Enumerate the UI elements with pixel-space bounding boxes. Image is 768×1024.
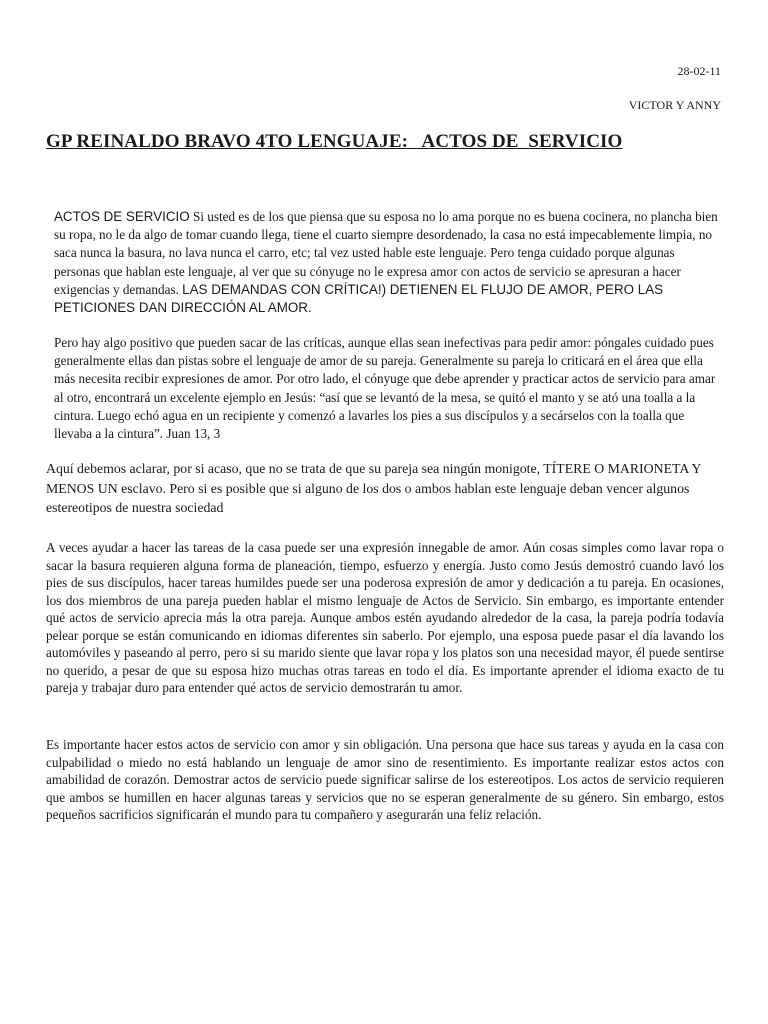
paragraph-lead: ACTOS DE SERVICIO: [54, 209, 190, 224]
paragraph-aclaracion: Aquí debemos aclarar, por si acaso, que no se trata de que su pareja sea ningún monigote, TÍTERE O MARIONETA Y MENOS UN esclavo. Pero si es posible que si alguno de los dos o ambos hablan este lenguaje deban vencer algunos estereotipos de nuestra sociedad: [46, 461, 701, 515]
paragraph-body: Si usted es de los que piensa que su esposa no lo ama porque no es buena cocinera, no plancha bien su ropa, no le da algo de tomar cuando llega, tiene el cuarto siempre desordenado, la casa no está impecablemente limpia, no saca nunca la basura, no lava nunca el carro, etc; tal vez usted hable este lenguaje. Pero tenga cuidado porque algunas personas que hablan este lenguaje, al ver que su cónyuge no le expresa amor con actos de servicio se apresuran a hacer exigencias y demandas.: [54, 209, 718, 297]
paragraph-actos-de-servicio: [54, 208, 722, 317]
paragraph-emphasis: LAS DEMANDAS CON CRÍTICA!) DETIENEN EL FLUJO DE AMOR, PERO LAS PETICIONES DAN DIRECCIÓN AL AMOR.: [54, 281, 664, 316]
paragraph-criticas: Pero hay algo positivo que pueden sacar de las críticas, aunque ellas sean inefectivas para pedir amor: póngales cuidado pues generalmente ellas dan pistas sobre el lenguaje de amor de su pareja. Generalmente su pareja lo criticará en el área que ella más necesita recibir expresiones de amor. Por otro lado, el cónyuge que debe aprender y practicar actos de servicio para amar al otro, encontrará un excelente ejemplo en Jesús: “así que se levantó de la mesa, se quitó el manto y se ató una toalla a la cintura. Luego echó agua en un recipiente y comenzó a lavarles los pies a sus discípulos y a secárselos con la toalla que llevaba a la cintura”. Juan 13, 3: [54, 335, 716, 442]
document-authors: VICTOR Y ANNY: [628, 98, 721, 112]
document-date: 28-02-11: [677, 64, 721, 78]
paragraph-amor-sin-obligacion: Es importante hacer estos actos de servicio con amor y sin obligación. Una persona que hace sus tareas y ayuda en la casa con culpabilidad o miedo no está hablando un lenguaje de amor sino de resentimiento. Es importante realizar estos actos con amabilidad de corazón. Demostrar actos de servicio puede significar salirse de los estereotipos. Los actos de servicio requieren que ambos se humillen en hacer algunas tareas y servicios que no se esperan generalmente de su género. Sin embargo, estos pequeños sacrificios significarán el mundo para tu compañero y asegurarán una feliz relación.: [46, 737, 724, 822]
paragraph-tareas-casa: A veces ayudar a hacer las tareas de la casa puede ser una expresión innegable de amor. Aún cosas simples como lavar ropa o sacar la basura requieren alguna forma de planeación, tiempo, esfuerzo y energía. Justo como Jesús demostró cuando lavó los pies de sus discípulos, hacer tareas humildes puede ser una poderosa expresión de amor y dedicación a tu pareja. En ocasiones, los dos miembros de una pareja pueden hablar el mismo lenguaje de Actos de Servicio. Sin embargo, es importante entender qué actos de servicio aprecia más la otra pareja. Aunque ambos estén ayudando alrededor de la casa, la pareja podría todavía pelear porque se están comunicando en idiomas diferentes sin saberlo. Por ejemplo, una esposa puede pasar el día lavando los automóviles y paseando al perro, pero si su marido siente que lavar ropa y los platos son una necesidad mayor, él puede sentirse no querido, a pesar de que su esposa hizo muchas otras tareas en todo el día. Es importante aprender el idioma exacto de tu pareja y trabajar duro para entender qué actos de servicio demostrarán tu amor.: [46, 540, 724, 695]
document-title: GP REINALDO BRAVO 4TO LENGUAJE: ACTOS DE SERVICIO: [46, 131, 623, 152]
